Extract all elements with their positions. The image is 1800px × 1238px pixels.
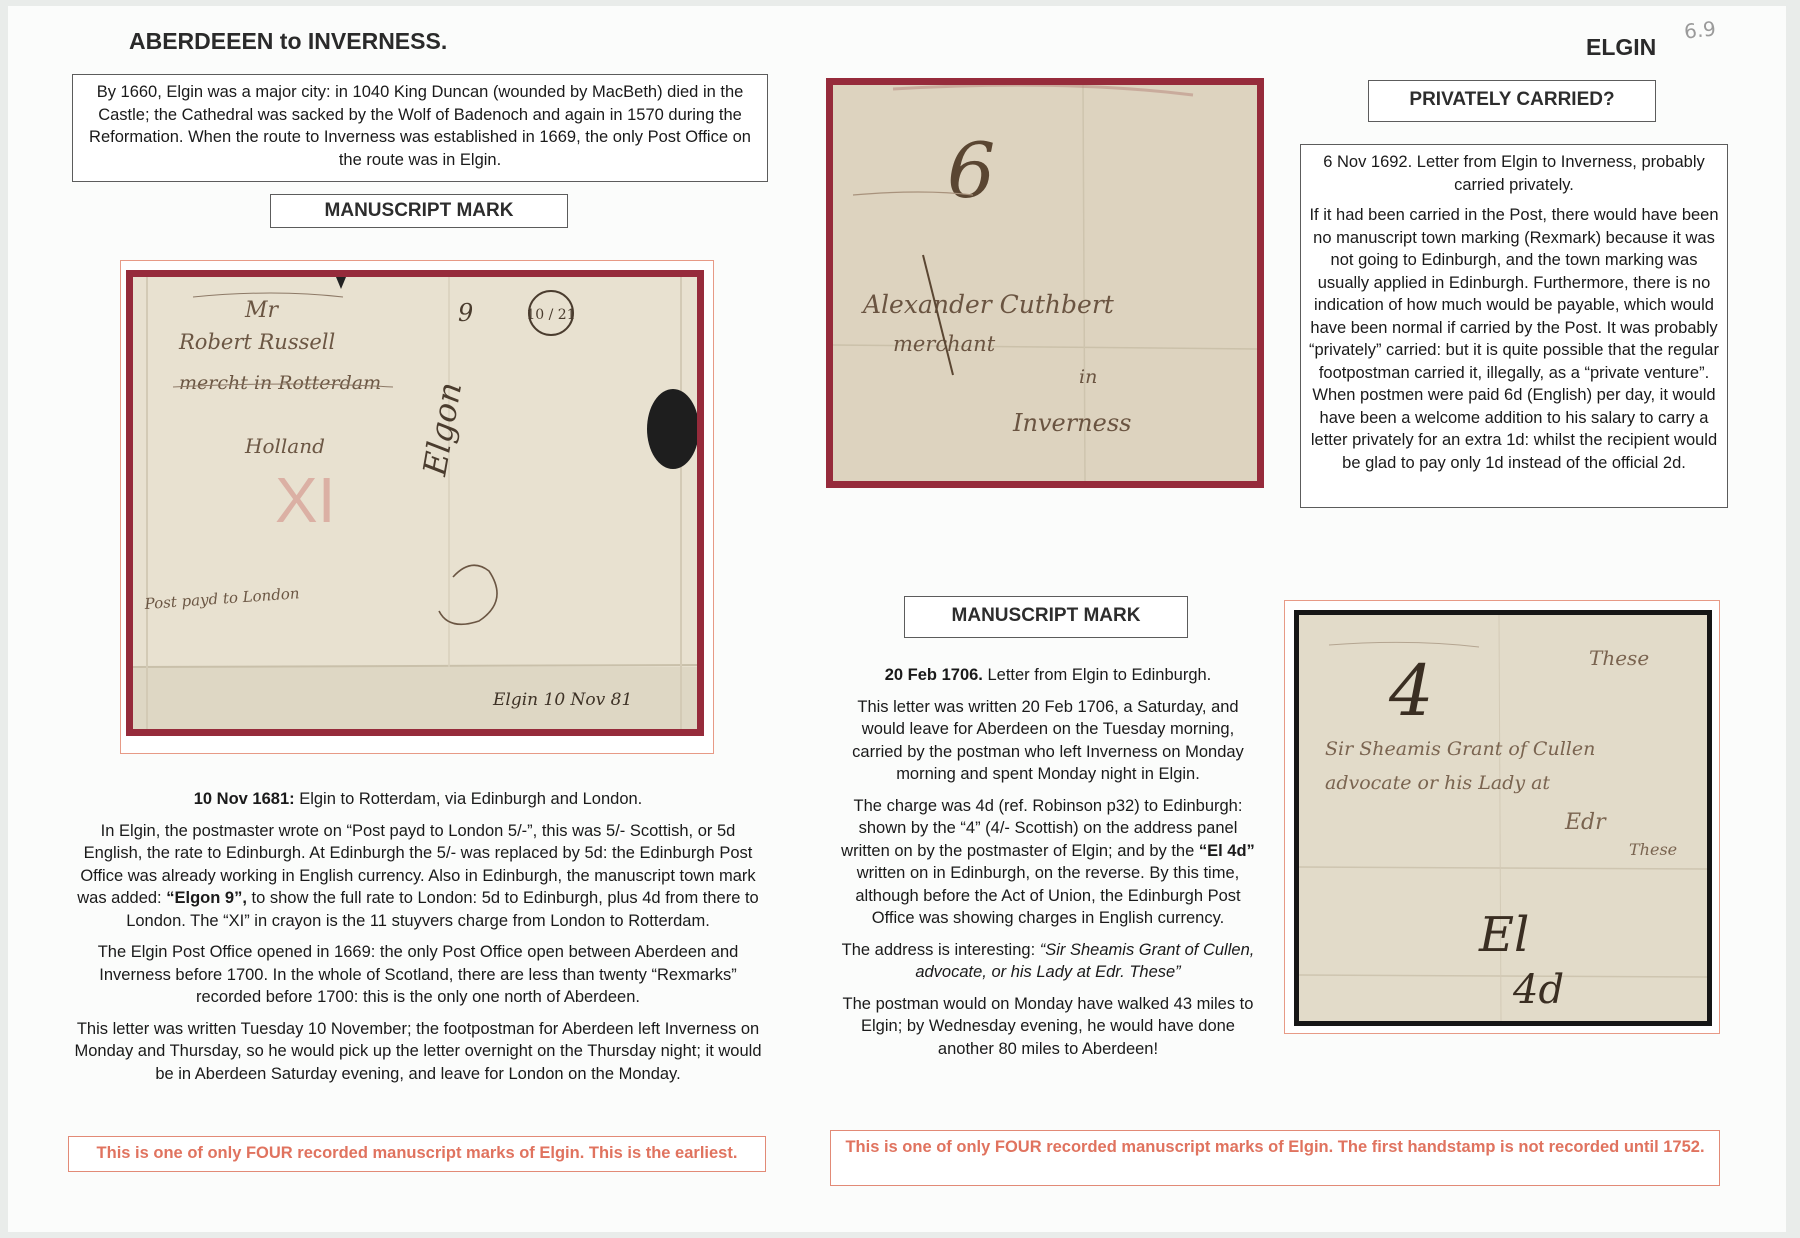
intro-box — [72, 74, 768, 182]
middle-paragraph-3 — [838, 939, 1258, 984]
left-caption-rest: Elgin to Rotterdam, via Edinburgh and London. — [294, 790, 643, 808]
left-cover-wax-seal — [647, 389, 697, 469]
middle-cover-address-3: in — [1079, 366, 1098, 388]
left-paragraph-2: The Elgin Post Office opened in 1669: the only Post Office open between Aberdeen and Inverness before 1700. In the whole of Scotland, there are less than twenty “Rexmarks” recorded before 1700: this is the only one north of Aberdeen. — [97, 943, 739, 1006]
middle-paragraph-3-italic: “Sir Sheamis Grant of Cullen, advocate, or his Lady at Edr. These” — [915, 940, 1255, 981]
right-cover-address-2: advocate or his Lady at — [1325, 772, 1551, 794]
middle-red-note: This is one of only FOUR recorded manuscript marks of Elgin. The first handstamp is not recorded until 1752. — [830, 1130, 1720, 1186]
left-cover-address-1: Mr — [245, 298, 279, 323]
middle-paragraph-2-b: written on in Edinburgh, on the reverse. By this time, although before the Act of Union, the Edinburgh Post Office was showing charges in English currency. — [855, 864, 1241, 927]
right-paragraph-1: 6 Nov 1692. Letter from Elgin to Inverness, probably carried privately. — [1323, 153, 1705, 194]
middle-paragraph-2 — [838, 795, 1258, 930]
left-paragraph-1-b: to show the full rate to London: 5d to Edinburgh, plus 4d from there to London. The “XI” in crayon is the 11 stuyvers charge from London to Rotterdam. — [126, 889, 759, 930]
right-cover-image — [1294, 610, 1712, 1026]
left-paragraph-1-bold: “Elgon 9”, — [166, 889, 247, 907]
left-cover-image — [126, 270, 704, 736]
album-page — [8, 6, 1786, 1232]
middle-caption — [838, 664, 1258, 687]
middle-cover-address-1: Alexander Cuthbert — [863, 290, 1114, 319]
left-cover-drawing — [133, 277, 697, 729]
middle-cover-address-2: merchant — [893, 332, 996, 356]
route-title: ABERDEEEN to INVERNESS. — [129, 28, 448, 54]
right-cover-address-1: Sir Sheamis Grant of Cullen — [1325, 738, 1596, 760]
intro-text: By 1660, Elgin was a major city: in 1040 King Duncan (wounded by MacBeth) died in the Castle; the Cathedral was sacked by the Wolf of Badenoch and again in 1570 during the Reformation. When the route to Inverness was established in 1669, the only Post Office on the route was in Elgin. — [89, 83, 751, 169]
left-paragraph-3: This letter was written Tuesday 10 November; the footpostman for Aberdeen left Inverness on Monday and Thursday, so he would pick up the letter overnight on the Thursday night; it would be in Aberdeen Saturday evening, and leave for London on the Monday. — [74, 1019, 762, 1083]
left-cover-crayon-mark: XI — [275, 464, 336, 536]
left-section-label: MANUSCRIPT MARK — [270, 194, 568, 228]
right-section-label: PRIVATELY CARRIED? — [1368, 80, 1656, 122]
left-caption — [72, 788, 764, 811]
left-description — [72, 788, 764, 1094]
right-cover-mark-2: 4d — [1513, 967, 1565, 1013]
right-cover-docket: These — [1629, 840, 1678, 859]
pencil-note: 6.9 — [1682, 16, 1717, 44]
left-cover-address-2: Robert Russell — [179, 330, 336, 354]
middle-paragraph-3-a: The address is interesting: — [841, 940, 1040, 959]
middle-cover-image — [826, 78, 1264, 488]
left-cover-rate-mark: 9 — [458, 299, 474, 327]
left-cover-circle-mark: 10 / 21 — [526, 307, 576, 323]
left-paragraph-1-a: In Elgin, the postmaster wrote on “Post payd to London 5/-”, this was 5/- Scottish, or 5d English, the rate to Edinburgh. At Edinburgh the 5/- was replaced by 5d: the Edinburgh Post Office was already working in English currency. Also in Edinburgh, the manuscript town mark was added: — [77, 821, 756, 907]
middle-caption-rest: Letter from Elgin to Edinburgh. — [982, 666, 1212, 684]
left-red-note: This is one of only FOUR recorded manuscript marks of Elgin. This is the earliest. — [68, 1136, 766, 1172]
right-cover-these: These — [1589, 646, 1650, 670]
right-cover-mark-1: El — [1479, 907, 1530, 963]
left-cover-backstamp: Elgin 10 Nov 81 — [493, 690, 633, 710]
middle-caption-date: 20 Feb 1706. — [884, 666, 983, 684]
middle-cover-rate: 6 — [947, 126, 996, 215]
middle-paragraph-4: The postman would on Monday have walked 43 miles to Elgin; by Wednesday evening, he would have done another 80 miles to Aberdeen! — [842, 994, 1254, 1058]
middle-paragraph-2-bold: “El 4d” — [1198, 841, 1255, 860]
left-paragraph-1 — [72, 820, 764, 933]
right-cover-drawing — [1299, 615, 1707, 1021]
middle-description — [838, 664, 1258, 1069]
right-paragraph-2: If it had been carried in the Post, there would have been no manuscript town marking (Rexmark) because it was not going to Edinburgh, and the town marking was usually applied in Edinburgh. Furthermore, there is no indication of how much would be payable, which would have been normal if carried by the Post. It was probably “privately” carried: but it is quite possible that the regular footpostman carried it, illegally, as a “private venture”. When postmen were paid 6d (English) per day, it would have been a welcome addition to his salary to carry a letter privately for an extra 1d: whilst the recipient would be glad to pay only 1d instead of the official 2d. — [1309, 206, 1719, 472]
middle-section-label: MANUSCRIPT MARK — [904, 596, 1188, 638]
town-title: ELGIN — [1586, 34, 1657, 60]
left-caption-date: 10 Nov 1681: — [193, 790, 295, 808]
left-cover-address-3: mercht in Rotterdam — [179, 372, 382, 394]
middle-cover-drawing — [833, 85, 1257, 481]
middle-cover-address-4: Inverness — [1013, 409, 1132, 437]
right-cover-rate: 4 — [1389, 650, 1434, 732]
left-cover-post-note: Post payd to London — [144, 584, 301, 613]
left-cover-address-4: Holland — [245, 434, 325, 458]
right-cover-address-3: Edr — [1565, 810, 1606, 835]
middle-paragraph-2-a: The charge was 4d (ref. Robinson p32) to Edinburgh: shown by the “4” (4/- Scottish) on the address panel written on by the postmaster of Elgin; and by the — [841, 796, 1243, 860]
right-description-box — [1300, 144, 1728, 508]
middle-paragraph-1: This letter was written 20 Feb 1706, a Saturday, and would leave for Aberdeen on the Tuesday morning, carried by the postman who left Inverness on Monday morning and spent Monday night in Elgin. — [852, 697, 1244, 783]
left-cover-town-mark: Elgon — [415, 379, 470, 479]
